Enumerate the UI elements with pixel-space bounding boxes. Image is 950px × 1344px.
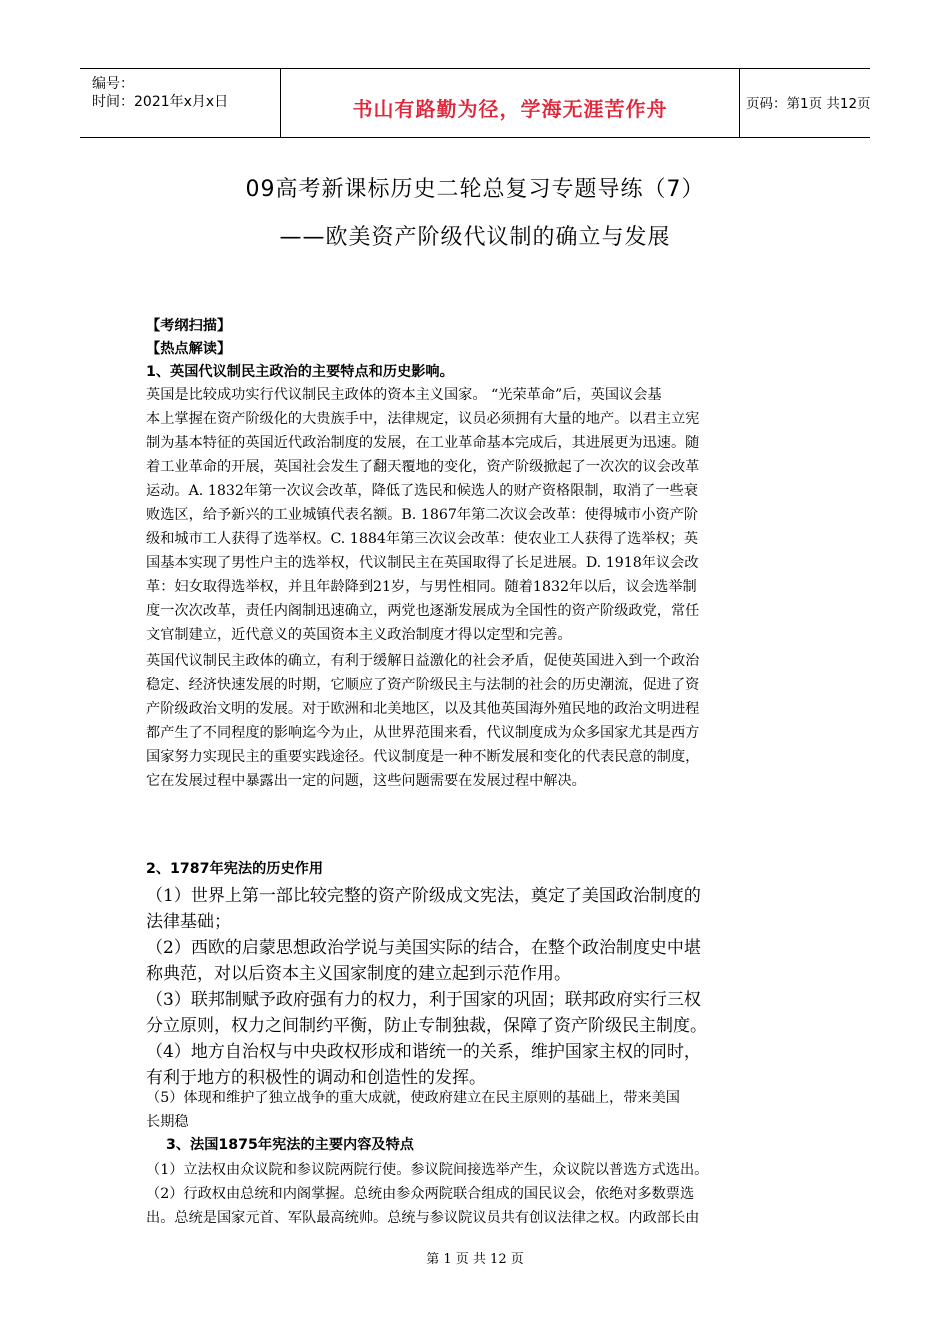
text-line: 国家努力实现民主的重要实践途径。代议制度是一种不断发展和变化的代表民意的制度， xyxy=(146,749,700,765)
heading-2: 2、1787年宪法的历史作用 xyxy=(146,861,324,877)
header-motto-cell xyxy=(281,69,740,137)
text-line: 英国代议制民主政体的确立，有利于缓解日益激化的社会矛盾，促使英国进入到一个政治 xyxy=(146,653,700,669)
text-line: 制为基本特征的英国近代政治制度的发展，在工业革命基本完成后，其进展更为迅速。随 xyxy=(146,435,700,451)
text-line: 败选区，给予新兴的工业城镇代表名额。B. 1867年第二次议会改革：使得城市小资产阶 xyxy=(146,507,699,523)
text-line: 称典范，对以后资本主义国家制度的建立起到示范作用。 xyxy=(146,964,571,984)
motto: 书山有路勤为径，学海无涯苦作舟 xyxy=(352,97,668,121)
text-line: （1）世界上第一部比较完整的资产阶级成文宪法，奠定了美国政治制度的 xyxy=(146,886,701,906)
doc-title: 09高考新课标历史二轮总复习专题导练（7） xyxy=(245,177,705,202)
text-line: 都产生了不同程度的影响迄今为止，从世界范围来看，代议制度成为众多国家尤其是西方 xyxy=(146,725,700,741)
label-kaogang: 【考纲扫描】 xyxy=(146,318,232,334)
text-line: 度一次次改革，责任内阁制迅速确立，两党也逐渐发展成为全国性的资产阶级政党，常任 xyxy=(146,603,700,619)
date-line: 时间：2021年x月x日 xyxy=(92,94,229,110)
code-label: 编号： xyxy=(92,76,134,92)
text-line: 革：妇女取得选举权，并且年龄降到21岁，与男性相同。随着1832年以后，议会选举制 xyxy=(146,579,697,595)
text-line: 运动。A. 1832年第一次议会改革，降低了选民和候选人的财产资格限制，取消了一些衰 xyxy=(146,483,698,499)
text-line: （2）行政权由总统和内阁掌握。总统由参众两院联合组成的国民议会，依绝对多数票选 xyxy=(146,1186,695,1202)
page-footer: 第 1 页 共 12 页 xyxy=(426,1252,524,1267)
page-info: 页码：第1页 共12页 xyxy=(746,96,871,112)
text-line: （4）地方自治权与中央政权形成和谐统一的关系，维护国家主权的同时， xyxy=(146,1042,701,1062)
text-line: 法律基础； xyxy=(146,912,231,932)
text-line: 国基本实现了男性户主的选举权，代议制民主在英国取得了长足进展。D. 1918年议会改 xyxy=(146,555,699,571)
text-line: 分立原则，权力之间制约平衡，防止专制独裁，保障了资产阶级民主制度。 xyxy=(146,1016,707,1036)
text-line: 级和城市工人获得了选举权。C. 1884年第三次议会改革：使农业工人获得了选举权；英 xyxy=(146,531,699,547)
text-line: 产阶级政治文明的发展。对于欧洲和北美地区，以及其他英国海外殖民地的政治文明进程 xyxy=(146,701,700,717)
text-line: （2）西欧的启蒙思想政治学说与美国实际的结合，在整个政治制度史中堪 xyxy=(146,938,701,958)
text-line: 它在发展过程中暴露出一定的问题，这些问题需要在发展过程中解决。 xyxy=(146,773,586,789)
page-header xyxy=(80,68,870,138)
text-line: 文官制建立，近代意义的英国资本主义政治制度才得以定型和完善。 xyxy=(146,627,572,643)
text-line: 本上掌握在资产阶级化的大贵族手中，法律规定，议员必须拥有大量的地产。以君主立宪 xyxy=(146,411,700,427)
text-line: 英国是比较成功实行代议制民主政体的资本主义国家。 “光荣革命”后，英国议会基 xyxy=(146,387,662,403)
header-meta-cell xyxy=(80,69,281,137)
text-line: （5）体现和维护了独立战争的重大成就，使政府建立在民主原则的基础上，带来美国 xyxy=(146,1090,680,1106)
text-line: （1）立法权由众议院和参议院两院行使。参议院间接选举产生，众议院以普选方式选出。 xyxy=(146,1162,709,1178)
heading-1: 1、英国代议制民主政治的主要特点和历史影响。 xyxy=(146,364,454,380)
text-line: 长期稳 xyxy=(146,1114,189,1130)
text-line: （3）联邦制赋予政府强有力的权力，利于国家的巩固；联邦政府实行三权 xyxy=(146,990,701,1010)
text-line: 着工业革命的开展，英国社会发生了翻天覆地的变化，资产阶级掀起了一次次的议会改革 xyxy=(146,459,700,475)
text-line: 有利于地方的积极性的调动和创造性的发挥。 xyxy=(146,1068,486,1088)
doc-subtitle: ——欧美资产阶级代议制的确立与发展 xyxy=(279,225,671,250)
text-line: 稳定、经济快速发展的时期，它顺应了资产阶级民主与法制的社会的历史潮流，促进了资 xyxy=(146,677,700,693)
text-line: 出。总统是国家元首、军队最高统帅。总统与参议院议员共有创议法律之权。内政部长由 xyxy=(146,1210,700,1226)
header-page-cell xyxy=(740,69,870,137)
label-redian: 【热点解读】 xyxy=(146,341,232,357)
heading-3: 3、法国1875年宪法的主要内容及特点 xyxy=(166,1137,414,1153)
